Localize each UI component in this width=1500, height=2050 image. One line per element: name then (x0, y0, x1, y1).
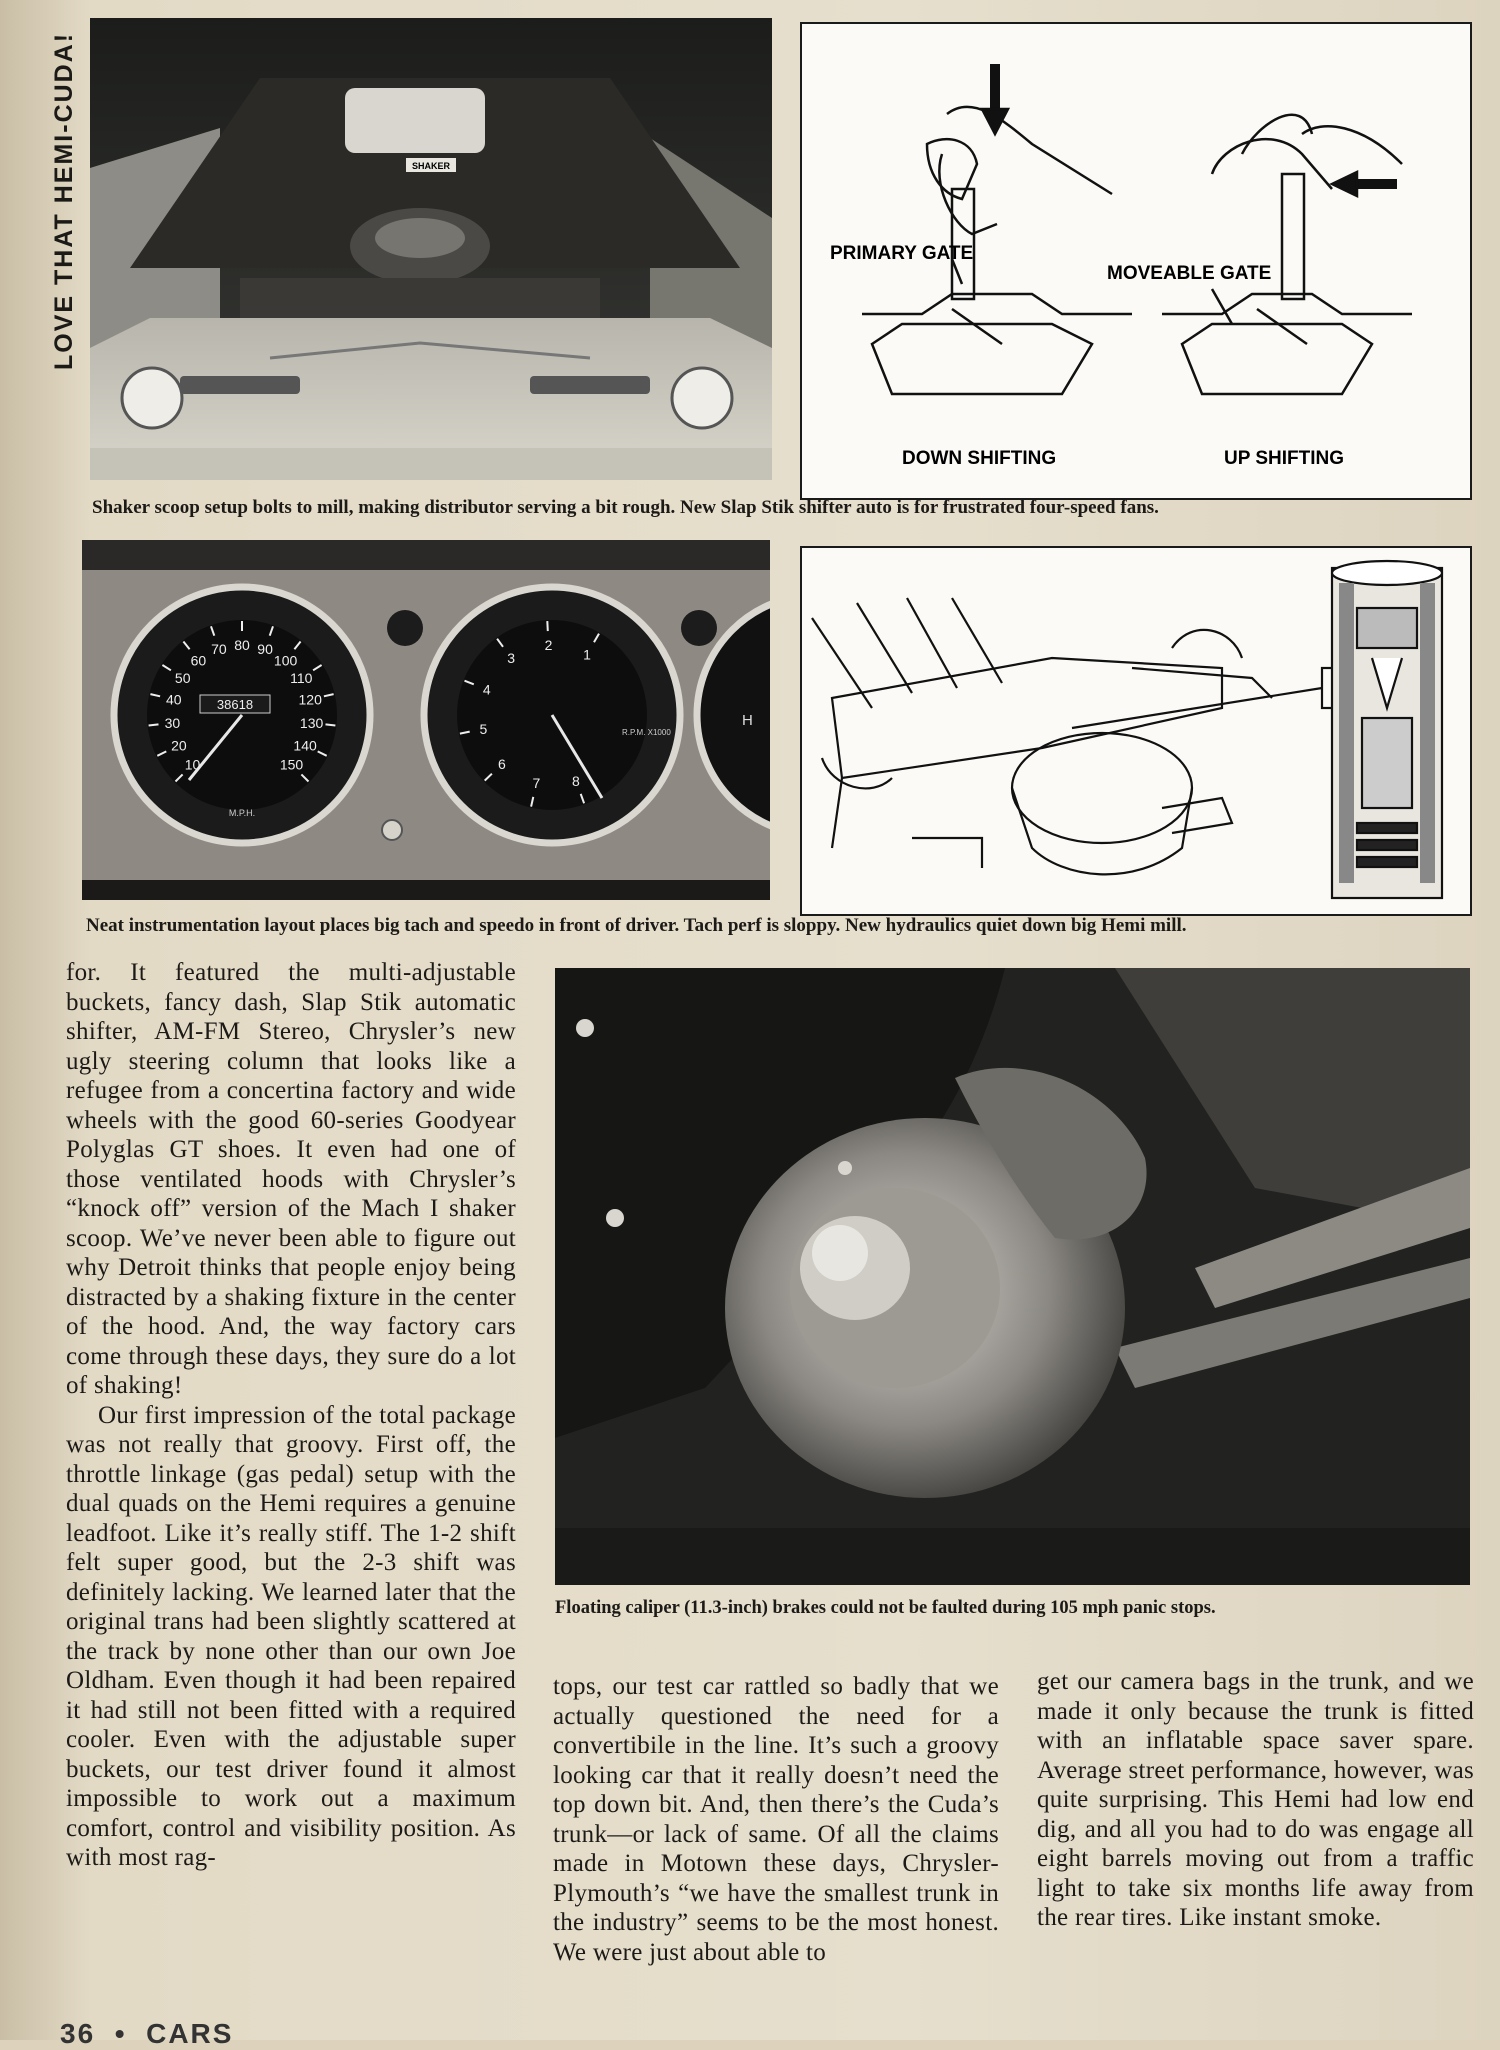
paragraph-4: get our camera bags in the trunk, and we made it only because the trunk is fitted with an inflatable space saver spare. Average street performance, however, was quite surprising. This Hemi had low end dig, and all you had to do was engage all eight barrels moving out from a traffic light to take six months life away from the rear tires. Like instant smoke. (1037, 1668, 1474, 1931)
magazine-name: CARS (146, 2018, 234, 2049)
speedo-tick-100: 100 (273, 652, 298, 669)
caption-row2: Neat instrumentation layout places big tach and speedo in front of driver. Tach perf is sloppy. New hydraulics quiet down big Hemi mill. (86, 915, 1187, 936)
down-shifting-label: DOWN SHIFTING (902, 448, 1057, 469)
article-column-middle (553, 1672, 999, 1967)
speedo-tick-70: 70 (211, 640, 227, 657)
tach-tick-2: 2 (544, 637, 553, 654)
tach-tick-3: 3 (507, 650, 515, 667)
instrument-panel-photo (82, 540, 770, 900)
tach-tick-mark (547, 621, 548, 631)
speedo-tick-90: 90 (257, 640, 273, 657)
speedo-tick-40: 40 (166, 691, 182, 708)
tach-tick-1: 1 (583, 646, 591, 663)
shifter-diagram (800, 22, 1472, 500)
speedo-tick-130: 130 (299, 714, 324, 731)
fuel-gauge-letter: H (742, 712, 753, 729)
footer-bullet: • (104, 2018, 137, 2049)
paragraph-1: for. It featured the multi-adjustable buckets, fancy dash, Slap Stik automatic shifter, AM-FM Stereo, Chrysler’s new ugly steering column that looks like a refugee from a concertina factory and wide wheels with the good 60-series Goodyear Polyglas GT shoes. It even had one of those ventilated hoods with Chrysler’s “knock off” version of the Mach I shaker scoop. We’ve never been able to figure out why Detroit thinks that people enjoy being distracted by a shaking fixture in the center of the hood. And, the way factory cars come through these days, they sure do a lot of shaking! (66, 959, 516, 1399)
odometer: 38618 (216, 697, 254, 712)
speedo-tick-10: 10 (184, 756, 201, 773)
speedo-tick-110: 110 (290, 669, 313, 686)
up-shifting-label: UP SHIFTING (1224, 448, 1344, 469)
svg-text:M.P.H.: M.P.H. (228, 808, 256, 818)
speedo-tick-80: 80 (234, 637, 250, 653)
side-title: LOVE THAT HEMI-CUDA! (50, 31, 78, 370)
page-footer (60, 2018, 233, 2050)
speedo-tick-150: 150 (279, 756, 304, 773)
svg-text:SHAKER: SHAKER (411, 161, 451, 171)
page-number: 36 (60, 2018, 96, 2049)
speedo-tick-mark (149, 724, 159, 725)
speedo-tick-120: 120 (298, 691, 322, 708)
tach-tick-6: 6 (498, 755, 506, 772)
speedo-tick-60: 60 (190, 652, 207, 669)
svg-text:R.P.M. X1000: R.P.M. X1000 (622, 728, 671, 737)
speedo-tick-50: 50 (174, 669, 191, 686)
paragraph-3: tops, our test car rattled so badly that we actually questioned the need for a convertibile in the line. It’s such a groovy looking car that it really doesn’t need the top down bit. And, then there’s the Cuda’s trunk—or lack of same. Of all the claims made in Motown these days, Chrysler-Plymouth’s “we have the smallest trunk in the industry” seems to be the most honest. We were just about able to (553, 1673, 999, 1966)
paragraph-2: Our first impression of the total package was not really that groovy. First off, the throttle linkage (gas pedal) setup with the dual quads on the Hemi requires a genuine leadfoot. Like it’s really stiff. The 1-2 shift felt super good, but the 2-3 shift was definitely lacking. We learned later that the original trans had been slightly scattered at the track by none other than our own Joe Oldham. Even though it had been repaired it had still not been fitted with a required cooler. Even with the adjustable super buckets, our test driver found it almost impossible to work out a maximum comfort, control and visibility position. As with most rag- (66, 1401, 516, 1871)
caption-row1: Shaker scoop setup bolts to mill, making distributor serving a bit rough. New Slap Stik shifter auto is for frustrated four-speed fans. (92, 497, 1159, 518)
caption-brakes: Floating caliper (11.3-inch) brakes could not be faulted during 105 mph panic stops. (555, 1598, 1216, 1618)
primary-gate-label: PRIMARY GATE (830, 243, 974, 264)
hydraulic-lifter-diagram (800, 546, 1472, 916)
speedo-tick-30: 30 (164, 714, 181, 731)
article-column-left (66, 958, 516, 1873)
speedo-tick-mark (326, 724, 336, 725)
tach-tick-5: 5 (479, 720, 488, 737)
tach-tick-8: 8 (572, 772, 580, 789)
brake-assembly-photo (555, 968, 1470, 1585)
tach-tick-4: 4 (482, 681, 491, 698)
article-column-right (1037, 1667, 1474, 1933)
tach-tick-7: 7 (532, 775, 541, 792)
speedo-tick-20: 20 (171, 737, 187, 754)
moveable-gate-label: MOVEABLE GATE (1107, 263, 1272, 284)
speedo-tick-140: 140 (293, 737, 317, 754)
engine-bay-photo (90, 18, 772, 480)
